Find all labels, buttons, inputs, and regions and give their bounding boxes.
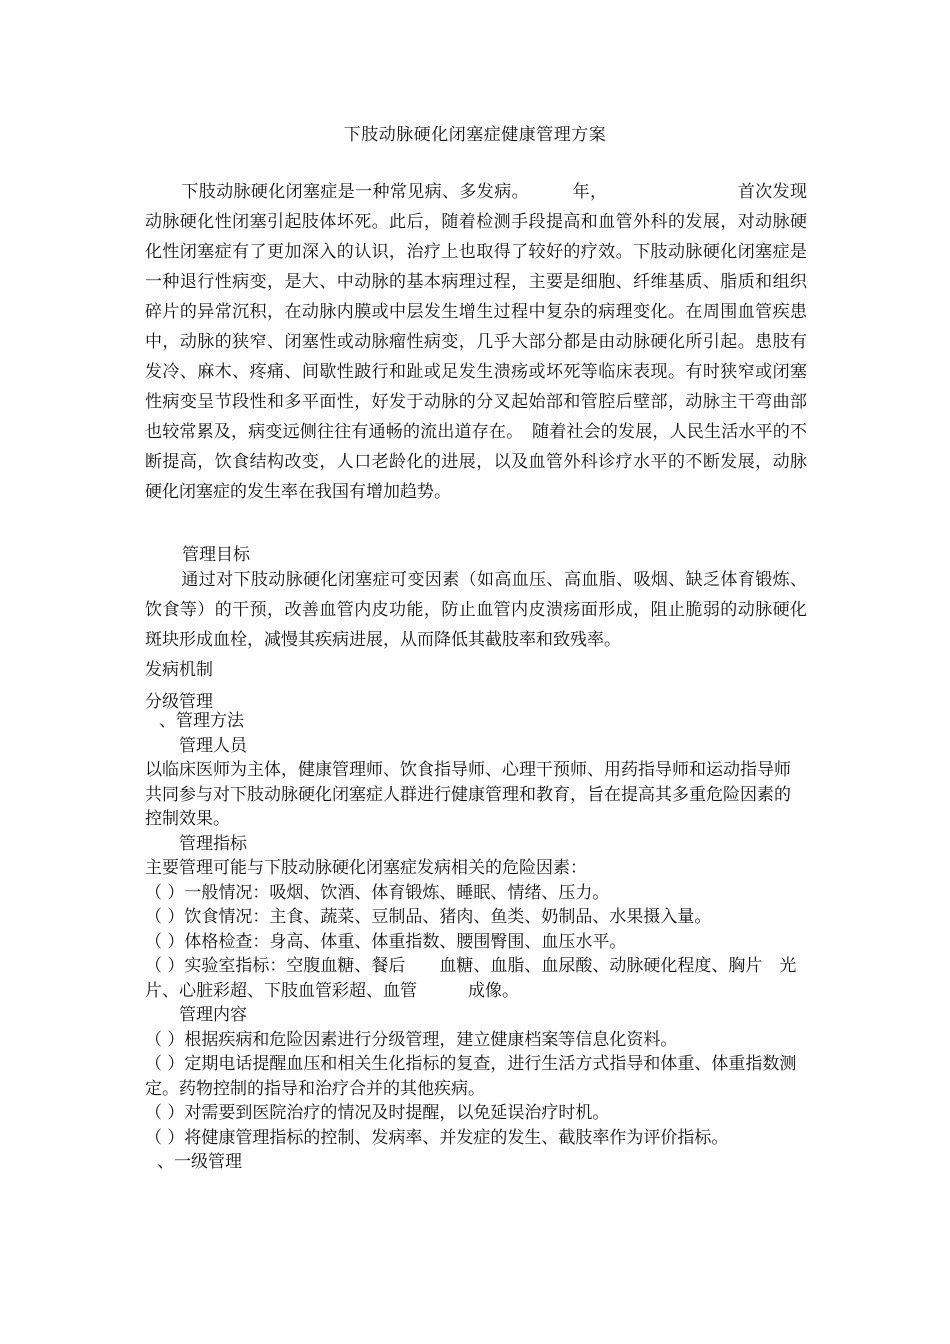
mechanism-heading: 发病机制 [145,660,213,680]
grading-heading: 分级管理 [145,692,213,712]
document-title: 下肢动脉硬化闭塞症健康管理方案 [343,125,607,145]
indicator-item: （ ）体格检查：身高、体重、体重指数、腰围臀围、血压水平。 [145,931,627,952]
content-item: （ ）对需要到医院治疗的情况及时提醒，以免延误治疗时机。 [145,1103,610,1123]
intro-text: 下肢动脉硬化闭塞症是一种常见病、多发病。 年， 首次发现动脉硬化性闭塞引起肢体坏死。此后，随着检测手段提高和血管外科的发展，对动脉硬化性闭塞症有了更加深入的认识，治疗上也取得了较好的疗效。下肢动脉硬化闭塞症是一种退行性病变，是大、中动脉的基本病理过程，主要是细胞、纤维基质、脂质和组织碎片的异常沉积，在动脉内膜或中层发生增生过程中复杂的病理变化。在周围血管疾患中，动脉的狭窄、闭塞性或动脉瘤性病变，几乎大部分都是由动脉硬化所引起。患肢有发冷、麻木、疼痛、间歇性跛行和趾或足发生溃疡或坏死等临床表现。有时狭窄或闭塞性病变呈节段性和多平面性，好发于动脉的分叉起始部和管腔后壁部，动脉主干弯曲部也较常累及，病变远侧往往有通畅的流出道存在。 随着社会的发展，人民生活水平的不断提高，饮食结构改变，人口老龄化的进展，以及血管外科诊疗水平的不断发展，动脉硬化闭塞症的发生率在我国有增加趋势。 [145,182,807,502]
intro-paragraph [145,177,807,507]
indicator-item: （ ）一般情况：吸烟、饮酒、体育锻炼、睡眠、情绪、压力。 [145,882,610,903]
content-item: （ ）根据疾病和危险因素进行分级管理，建立健康档案等信息化资料。 [145,1029,678,1050]
content-heading: 管理内容 [179,1005,247,1025]
level1-heading: 、一级管理 [157,1152,242,1172]
personnel-heading: 管理人员 [179,735,247,756]
method-heading: 、管理方法 [159,711,244,731]
content-item: （ ）定期电话提醒血压和相关生化指标的复查，进行生活方式指导和体重、体重指数测定。药物控制的指导和治疗合并的其他疾病。 [145,1054,797,1099]
personnel-text: 以临床医师为主体，健康管理师、饮食指导师、心理干预师、用药指导师和运动指导师共同参与对下肢动脉硬化闭塞症人群进行健康管理和教育，旨在提高其多重危险因素的控制效果。 [145,760,791,829]
goal-heading: 管理目标 [182,545,250,565]
goal-text: 通过对下肢动脉硬化闭塞症可变因素（如高血压、高血脂、吸烟、缺乏体育锻炼、饮食等）的干预，改善血管内皮功能，防止血管内皮溃疡面形成，阻止脆弱的动脉硬化斑块形成血栓，减慢其疾病进展，从而降低其截肢率和致残率。 [145,570,807,650]
content-item: （ ）将健康管理指标的控制、发病率、并发症的发生、截肢率作为评价指标。 [145,1127,729,1148]
goal-paragraph [145,565,807,655]
indicator-item: （ ）饮食情况：主食、蔬菜、豆制品、猪肉、鱼类、奶制品、水果摄入量。 [145,907,712,927]
indicator-item: （ ）实验室指标：空腹血糖、餐后 血糖、血脂、血尿酸、动脉硬化程度、胸片 光片、心脏彩超、下肢血管彩超、血管 成像。 [145,956,797,1001]
management-section [145,709,807,1175]
indicators-intro: 主要管理可能与下肢动脉硬化闭塞症发病相关的危险因素： [145,858,587,878]
indicators-heading: 管理指标 [179,833,247,854]
